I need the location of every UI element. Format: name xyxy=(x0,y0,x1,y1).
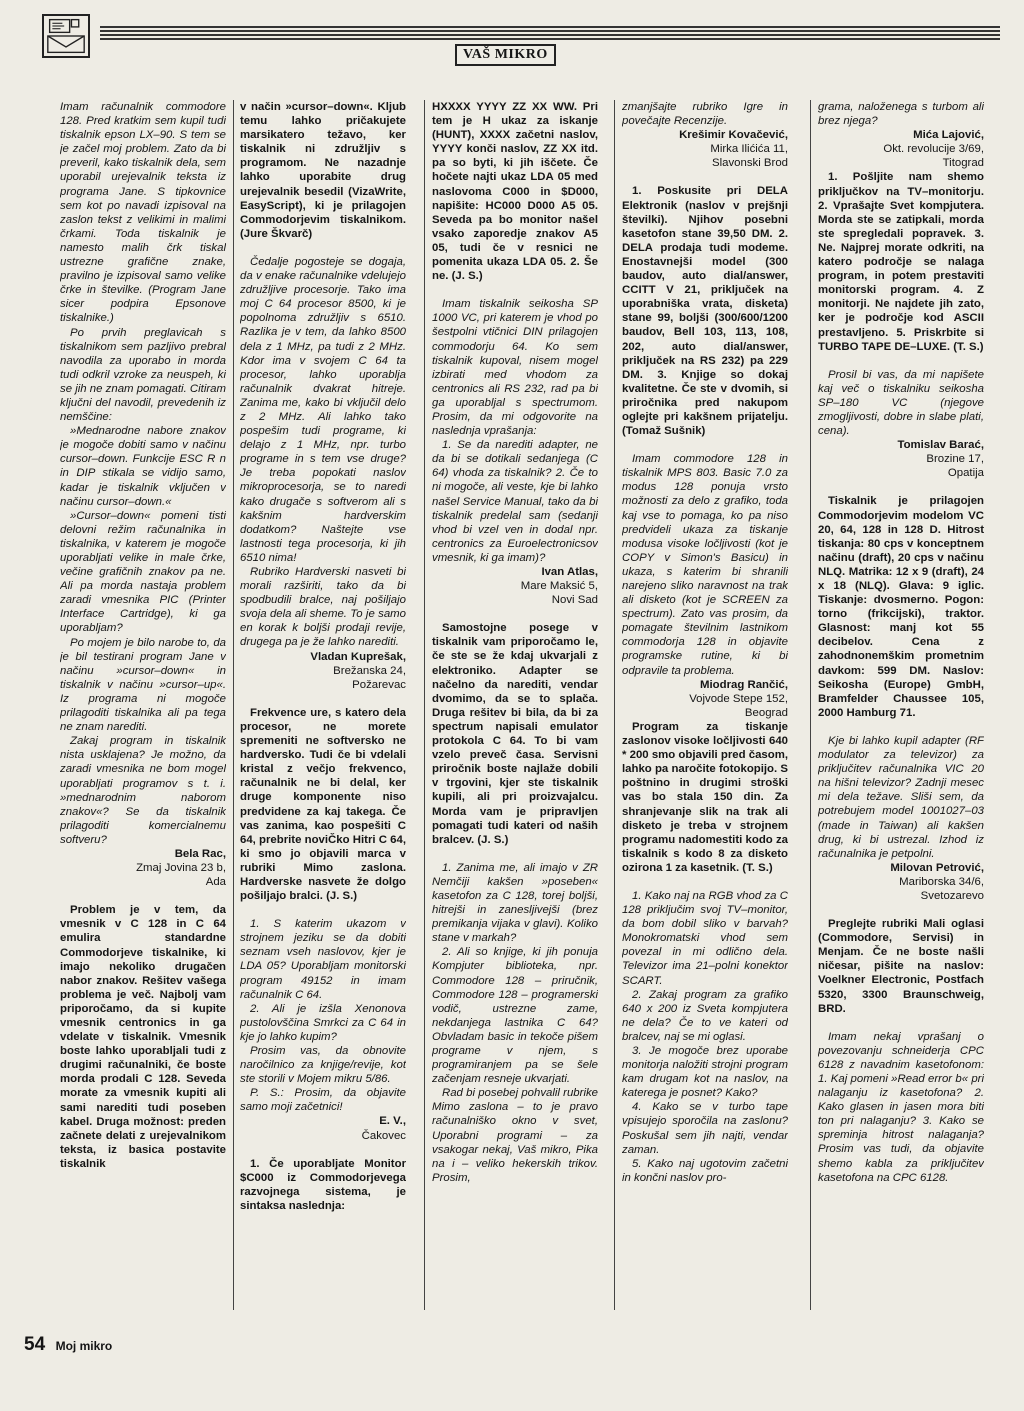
letter-paragraph: Rubriko Hardverski nasveti bi morali razširiti, tako da bi spodbudili bralce, naj pošiljajo svoja dela ali sheme. To je samo en korak k boljši prodaji revije, drugega pa je že lahko narediti. xyxy=(240,566,406,649)
letter-paragraph: Čedalje pogosteje se dogaja, da v enake računalnike vdelujejo združljive procesorje. Tako ima moj C 64 procesor 8500, ki je popolnoma združljiv s 6510. Razlika je v tem, da lahko 8500 dela z 1 MHz, pa tudi z 2 MHz. Kdor ima v svojem C 64 ta procesor, lahko uporablja računalnik dvakrat hitreje. Zanima me, kako bi vključil delo z 2 MHz. Ali lahko tako pospešim tudi programe, ki delajo z 1 MHz, npr. turbo programe in s tem vse druge? Je treba popokati naslov mikroprocesorja, se to naredi kako drugače s softverom ali s kakšnim hardverskim dodatkom? Naštejte vse lastnosti tega procesorja, ki jih 6510 nima! xyxy=(240,255,406,564)
letter-paragraph: 1. Kako naj na RGB vhod za C 128 priključim svoj TV–monitor, da bom dobil sliko v barvah? Monokromatski vhod sem povezal in mi odlično dela. Televizor ima 21–polni konektor SCART. xyxy=(622,889,788,987)
letter-paragraph: 4. Kako se v turbo tape vpisujejo sporočila na zaslonu? Poskušal sem jih najti, vendar zaman. xyxy=(622,1101,788,1156)
signature-city: Čakovec xyxy=(361,1129,406,1142)
signature-address: Brežanska 24, xyxy=(333,664,406,677)
signature-city: Beograd xyxy=(744,706,788,719)
signature-city: Požarevac xyxy=(352,678,406,691)
column-rule xyxy=(233,100,234,1310)
column-4 xyxy=(622,100,788,1312)
signature-name: Bela Rac, xyxy=(174,847,226,860)
letter-paragraph: Prosil bi vas, da mi napišete kaj več o tiskalniku seikosha SP–180 VC (njegove zmogljivosti, dobre in slabe plati, cena). xyxy=(818,368,984,438)
signature-city: Opatija xyxy=(947,467,984,480)
signature-address: Okt. revolucije 3/69, xyxy=(883,143,984,156)
signature-city: Novi Sad xyxy=(551,594,598,607)
letter-paragraph: 1. S katerim ukazom v strojnem jeziku se da dobiti seznam vseh naslovov, kjer je LDA 05? Uporabljam monitorski program 49152 in imam računalnik C 64. xyxy=(240,918,406,1001)
signature-address: Mare Maksić 5, xyxy=(520,580,598,593)
letter-paragraph: Po prvih preglavicah s tiskalnikom sem pazljivo prebral navodila za uporabo in morda tudi odkril vzroke za neuspeh, ki se jih ne znam pomagati. Citiram ključni del navodil, prevedenih iz nemščine: xyxy=(60,326,226,424)
letter-paragraph: 1. Zanima me, ali imajo v ZR Nemčiji kakšen »poseben« kasetofon za C 128, torej boljši, hitrejši in zanesljivejši (brez premikanja vijaka v glavi). Koliko stane v markah? xyxy=(432,861,598,945)
letter-paragraph: »Mednarodne nabore znakov je mogoče dobiti samo v načinu cursor–down. Funkcije ESC R n in DIP stikala se vidijo samo, kadar je tiskalnik vključen v načinu cursor–down.« xyxy=(60,425,226,508)
signature-city: Svetozarevo xyxy=(920,889,984,902)
answer-paragraph: 1. Pošljite nam shemo priključkov na TV–monitorju. 2. Vprašajte Svet kompjutera. Morda ste se zatipkali, morda ste spregledali popravek. 3. Ne. Najprej morate odkriti, na katero področje se nalaga program, in potem prestaviti monitorski program. 4. Z monitorji. Ne najdete jih zato, ker je področje kod ASCII prestavljeno. 5. Priskrbite si TURBO TAPE DE–LUXE. (T. S.) xyxy=(818,171,984,353)
signature-name: Mića Lajović, xyxy=(913,129,984,142)
signature-name: Krešimir Kovačević, xyxy=(679,129,788,142)
column-2 xyxy=(240,100,406,1312)
signature-address: Zmaj Jovina 23 b, xyxy=(136,862,226,875)
signature-name: Vladan Kuprešak, xyxy=(310,650,406,663)
signature-name: Ivan Atlas, xyxy=(541,566,598,578)
section-header xyxy=(30,14,1000,62)
answer-paragraph: 1. Če uporabljate Monitor $C000 iz Commodorjevega razvojnega sistema, je sintaksa naslednja: xyxy=(240,1157,406,1212)
signature-name: Tomislav Barać, xyxy=(897,439,984,452)
letter-paragraph: 1. Se da narediti adapter, ne da bi se dotikali sedanjega (C 64) vhoda za tiskalnik? 2. Če to ni mogoče, ali veste, kje bi lahko našel Service Manual, tako da bi tiskalnik predelal sam (sedanji vhod bi vzel ven in dodal npr. centronics za Euroelectronicsov vmesnik, ki ga imam)? xyxy=(432,439,598,564)
column-1 xyxy=(60,100,226,1312)
column-5 xyxy=(818,100,984,1312)
answer-paragraph: Problem je v tem, da vmesnik v C 128 in C 64 emulira standardne Commodorjeve tiskalnike, ki imajo nekoliko drugačen nabor znakov. Rešitev vašega problema je več. Najbolj vam priporočamo, da si kupite vmesnik centronics in ga vdelate v tiskalnik. Vmesnik boste lahko uporabljali tudi z drugimi računalniki, če boste morda prodali C 128. Seveda morate za vmesnik kupiti ali sami narediti tudi poseben kabel. Druga možnost: preden začnete delati z urejevalnikom teksta, iz basica postavite tiskalnik xyxy=(60,904,226,1170)
signature-name: E. V., xyxy=(379,1115,406,1128)
letter-paragraph: Rad bi posebej pohvalil rubrike Mimo zaslona – to je pravo računalniško okno v svet, Uporabni programi – za vsakogar nekaj, Vaš mikro, Pika na i – veliko hekerskih trikov. Prosim, xyxy=(432,1087,598,1184)
page-number: 54 xyxy=(24,1334,46,1355)
magazine-name: Moj mikro xyxy=(55,1339,113,1353)
section-title: VAŠ MIKRO xyxy=(455,44,556,66)
signature-city: Ada xyxy=(205,876,226,889)
letter-paragraph: 5. Kako naj ugotovim začetni in končni naslov pro- xyxy=(622,1157,788,1184)
letter-paragraph: »Cursor–down« pomeni tisti delovni režim računalnika in tiskalnika, v katerem je mogoče uporabljati velike in male črke, večine grafičnih znakov pa ne. Ali pa morda nastaja problem zaradi vmesnika PIC (Printer Interface Cartridge), ki ga uporabljam? xyxy=(60,509,226,635)
letter-paragraph: zmanjšajte rubriko Igre in povečajte Recenzije. xyxy=(622,101,788,128)
signature-name: Milovan Petrović, xyxy=(890,861,984,874)
letter-paragraph: Imam tiskalnik seikosha SP 1000 VC, pri katerem je vhod po šestpolni vtičnici DIN prilagojen commodorju 64. Ko sem tiskalnik kupoval, nisem mogel izbirati med vhodom za centronics ali RS 232, rad pa bi ga uporabljal s spectrumom. Prosim, da mi odgovorite na naslednja vprašanja: xyxy=(432,298,598,438)
signature-city: Titograd xyxy=(942,157,984,170)
letter-paragraph: Imam nekaj vprašanj o povezovanju schneiderja CPC 6128 z navadnim kasetofonom: 1. Kaj pomeni »Read error b« pri nalaganju iz kasetofona? 2. Kako glasen in jasen mora biti ton pri nalaganju? 3. Kako se spreminja hitrost nalaganja? Prosim vas tudi, da objavite shemo kabla za priključitev kasetofona na CPC 6128. xyxy=(818,1030,984,1184)
column-rule xyxy=(424,100,425,1310)
letter-paragraph: P. S.: Prosim, da objavite samo moji začetnici! xyxy=(240,1087,406,1114)
column-3 xyxy=(432,100,598,1312)
answer-paragraph: v način »cursor–down«. Kljub temu lahko pričakujete marsikatero težavo, ker tiskalnik ni združljiv s programom. Ne nazadnje lahko uporabite drug urejevalnik besedil (VizaWrite, EasyScript), ki je prilagojen Commodorjevim tiskalnikom. (Jure Škvarč) xyxy=(240,101,406,240)
answer-paragraph: 1. Poskusite pri DELA Elektronik (naslov v prejšnji številki). Njihov posebni kasetofon stane 39,50 DM. 2. DELA prodaja tudi modeme. Enostavnejši model (300 baudov, auto dial/answer, CCITT V 21, priključek na uporabniška vrata, disketa) stane 99, boljši (300/600/1200 baudov, Bell 103, 113, 108, 202, auto dial/answer, priključek na RS 232) pa 229 DM. 3. Knjige so dokaj kvalitetne. Če ste v dvomih, si priročnika pred nakupom oglejte pri kakšnem prijatelju. (Tomaž Sušnik) xyxy=(622,185,788,438)
letter-paragraph: Po mojem je bilo narobe to, da je bil testirani program Jane v načinu »cursor–down« in tiskalnik v načinu »cursor–up«. Iz programa ni mogoče prilagoditi tiskalnika ali pa tega ne znam narediti. xyxy=(60,636,226,734)
answer-paragraph: Preglejte rubriki Mali oglasi (Commodore, Servisi) in Menjam. Če ne boste našli ničesar, pišite na naslov: Voelkner Electronic, Postfach 5320, 3300 Braunschweig, BRD. xyxy=(818,918,984,1015)
answer-paragraph: Program za tiskanje zaslonov visoke ločljivosti 640 * 200 smo objavili pred časom, lahko pa naročite fotokopijo. S poštnino in drugimi stroški vas bo stala 150 din. Za shranjevanje slik na trak ali disketo je treba v strojnem programu nadomestiti kodo za tiskalnik s kodo 8 za disketo ozirona 1 za kasetnik. (T. S.) xyxy=(622,720,788,874)
signature-address: Vojvode Stepe 152, xyxy=(689,692,788,705)
column-rule xyxy=(810,100,811,1310)
page-footer xyxy=(24,1334,112,1356)
answer-paragraph: Frekvence ure, s katero dela procesor, ne morete spremeniti ne softversko ne hardversko. Tudi če bi vdelali kristal z večjo frekvenco, računalnik ne bi delal, ker druge komponente niso predvidene za kaj takega. Če vas zanima, kao pospešiti C 64, prebrite noviČko Hitri C 64, ki smo jo objavili marca v rubriki Mimo zaslona. Hardverske nasvete že dolgo pošiljajo bralci. (J. S.) xyxy=(240,706,406,903)
answer-paragraph: HXXXX YYYY ZZ XX WW. Pri tem je H ukaz za iskanje (HUNT), XXXX začetni naslov, YYYY konči naslov, ZZ XX itd. pa so byti, ki jih iščete. Če hočete najti ukaz LDA 05 med naslovoma C000 in $D000, napišite: HC000 D000 A5 05. Seveda pa bo monitor našel vsako zaporedje znakov A5 05, tudi če v resnici ne pomenita ukaza LDA 05. 2. Še ne. (J. S.) xyxy=(432,101,598,283)
letter-paragraph: 2. Ali so knjige, ki jih ponuja Kompjuter biblioteka, npr. Commodore 128 – priručnik, Commodore 128 – programerski vodič, ustrezne zame, nekdanjega lastnika C 64? Obvladam basic in tekoče pišem programe v njem, s programiranjem pa se šele začenjam resneje ukvarjati. xyxy=(432,946,598,1086)
column-rule xyxy=(614,100,615,1310)
letter-paragraph: Kje bi lahko kupil adapter (RF modulator za televizor) za priključitev računalnika VIC 20 na hišni televizor? Zadnji mesec mi dela težave. Sliši sem, da potrebujem model 1001027–03 (made in Taiwan) ali kakšen drug, ki bi ustrezal. Izhod iz računalnika je petpolni. xyxy=(818,734,984,860)
header-bar xyxy=(100,26,1000,40)
letter-paragraph: 3. Je mogoče brez uporabe monitorja naložiti strojni program kam drugam kot na naslov, na katerega je posnet? Kako? xyxy=(622,1045,788,1100)
letter-paragraph: Prosim vas, da obnovite naročilnico za knjige/revije, kot ste storili v Mojem mikru 5/86. xyxy=(240,1045,406,1086)
signature-name: Miodrag Rančić, xyxy=(700,678,788,691)
answer-paragraph: Samostojne posege v tiskalnik vam priporočamo le, če ste se že kdaj ukvarjali z elektroniko. Adapter se načelno da narediti, vendar dvomimo, da se to splača. Druga rešitev bi bila, da bi za spectrum napisali emulator protokola C 64. To bi vam vzelo preveč časa. Servisni priročnik boste najlaže dobili v trgovini, kjer ste tiskalnik kupili, ali pri proizvajalcu. Morda vam je pripravljen pomagati tudi kateri od naših bralcev. (J. S.) xyxy=(432,622,598,846)
letter-paragraph: Imam commodore 128 in tiskalnik MPS 803. Basic 7.0 za modus 128 ponuja vrsto možnosti za delo z grafiko, toda kaj vse to pomaga, ko pa niso predvideli ukaza za tiskanje modusa visoke ločljivosti (kot je COPY v Simon's Basicu) in ukaza, s katerim bi shranili narejeno sliko naravnost na trak ali disketo (kot je SCREEN za spectrum). Zato vas prosim, da pomagate številnim lastnikom commodorja 128 in objavite programske rutine, ki bi odpravile ta problema. xyxy=(622,453,788,677)
signature-address: Mirka Ilićića 11, xyxy=(710,143,788,156)
letter-paragraph: Imam računalnik commodore 128. Pred kratkim sem kupil tudi tiskalnik epson LX–90. S tem se je začel moj problem. Zato da bi preveril, kako tiskalnik dela, sem uporabil urejevalnik teksta iz programa Jane. S tipkovnice sem kot po navadi izpisoval na zaslon tekst z velikimi in malimi črkami. Toda tiskalnik je namesto malih črk tiskal ustrezne grafične znake, pravilno je izpisoval samo velike črke in številke. (Program Jane sicer podpira Epsonove tiskalnike.) xyxy=(60,101,226,325)
letter-paragraph: 2. Ali je izšla Xenonova pustolovščina Smrkci za C 64 in kje jo lahko kupim? xyxy=(240,1002,406,1043)
answer-paragraph: Tiskalnik je prilagojen Commodorjevim modelom VC 20, 64, 128 in 128 D. Hitrost tiskanja: 80 cps v konceptnem načinu (draft), 20 cps v načinu NLQ. Matrika: 12 x 9 (draft), 24 x 18 (NLQ). Glava: 9 iglic. Tiskanje: dvosmerno. Pogon: torno (frikcijski), traktor. Glasnost: manj kot 55 decibelov. Cena z zahodnonemškim prometnim davkom: 599 DM. Naslov: Seikosha (Europe) GmbH, Bramfelder Chaussee 105, 2000 Hamburg 71. xyxy=(818,495,984,719)
mailbox-icon xyxy=(42,14,90,58)
letter-paragraph: Zakaj program in tiskalnik nista usklajena? Je možno, da zaradi vmesnika ne bom mogel uporabljati programov s t. i. »mednarodnim naborom znakov«? Se da tiskalnik prilagoditi komercialnemu softveru? xyxy=(60,735,226,846)
letter-paragraph: 2. Zakaj program za grafiko 640 x 200 iz Sveta kompjutera ne dela? Če to ve kateri od bralcev, naj se mi oglasi. xyxy=(622,988,788,1043)
signature-address: Mariborska 34/6, xyxy=(899,875,984,888)
letter-paragraph: grama, naloženega s turbom ali brez njega? xyxy=(818,101,984,128)
signature-city: Slavonski Brod xyxy=(712,157,788,170)
signature-address: Brozine 17, xyxy=(926,453,984,466)
